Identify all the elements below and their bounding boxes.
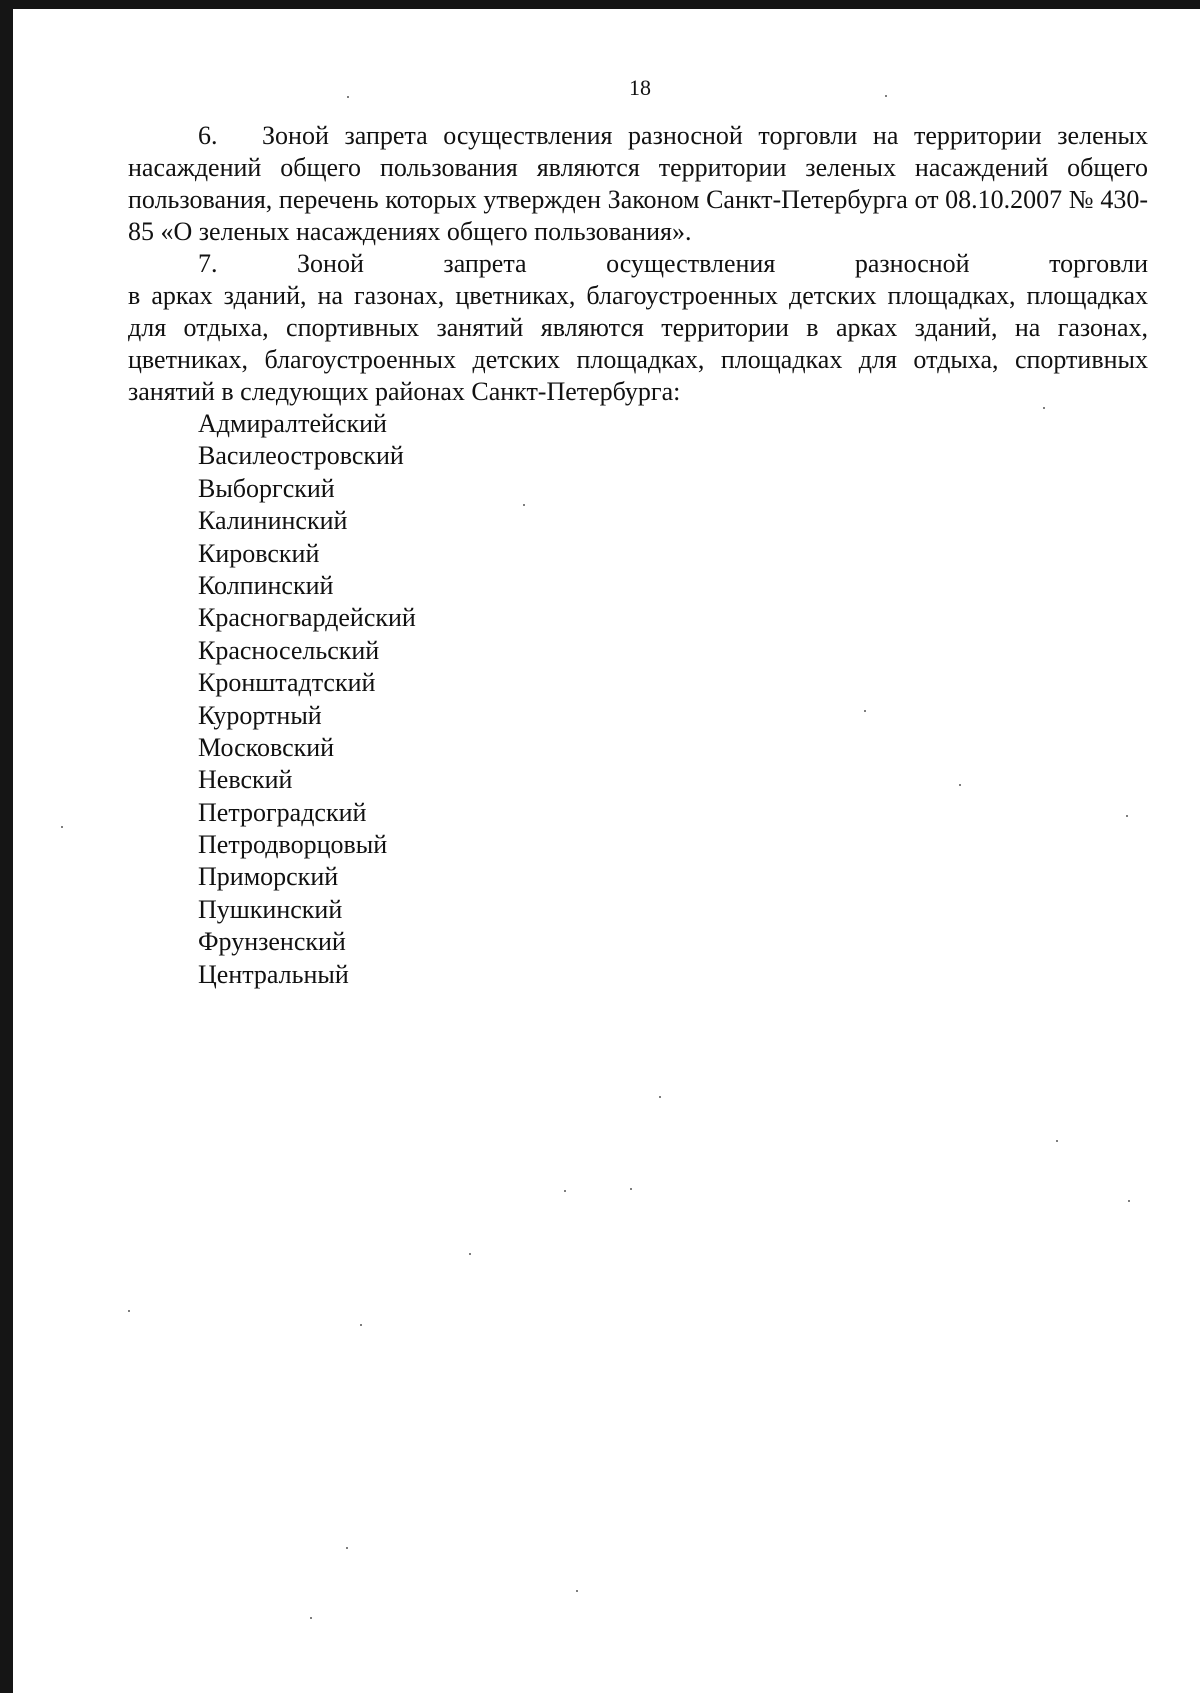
paragraph-7-word: разносной bbox=[854, 249, 970, 278]
district-item: Приморский bbox=[198, 862, 339, 892]
document-body bbox=[128, 120, 1148, 991]
district-item: Василеостровский bbox=[198, 441, 404, 471]
scan-speck bbox=[347, 96, 349, 98]
district-item: Адмиралтейский bbox=[198, 409, 387, 438]
paragraph-6-text: Зоной запрета осуществления разносной торговли на территории зеленых насаждений общего пользования являются территории зеленых насаждений общего пользования, перечень которых утвержден Законом Санкт-Петербурга от 08.10.2007 № 430-85 «О зеленых насаждениях общего пользования». bbox=[128, 121, 1148, 246]
district-item: Курортный bbox=[198, 700, 322, 730]
scan-speck bbox=[864, 710, 866, 712]
paragraph-7-word: запрета bbox=[443, 249, 527, 278]
district-list bbox=[128, 408, 1148, 991]
scan-speck bbox=[885, 95, 887, 97]
scan-speck bbox=[659, 1096, 661, 1098]
paragraph-6-number: 6. bbox=[198, 121, 218, 150]
paragraph-7-word: Зоной bbox=[297, 249, 364, 278]
paragraph-7-word: торговли bbox=[1049, 249, 1148, 278]
district-item: Красногвардейский bbox=[198, 603, 416, 633]
scan-speck bbox=[128, 1310, 130, 1312]
paragraph-7-first-line bbox=[128, 248, 1148, 280]
scan-speck bbox=[61, 826, 63, 828]
paragraph-6 bbox=[128, 120, 1148, 248]
paragraph-7-word: осуществления bbox=[606, 249, 776, 278]
scan-speck bbox=[564, 1190, 566, 1192]
paragraph-7-number: 7. bbox=[198, 249, 218, 278]
district-item: Невский bbox=[198, 765, 293, 795]
scan-speck bbox=[1043, 407, 1045, 409]
scan-speck bbox=[469, 1253, 471, 1255]
page-number: 18 bbox=[629, 75, 651, 100]
district-item: Кронштадтский bbox=[198, 668, 376, 698]
district-item: Выборгский bbox=[198, 473, 335, 503]
district-item: Красносельский bbox=[198, 635, 380, 665]
scan-speck bbox=[1056, 1140, 1058, 1142]
scan-speck bbox=[346, 1547, 348, 1549]
district-item: Московский bbox=[198, 732, 335, 762]
paragraph-7 bbox=[128, 248, 1148, 408]
scan-speck bbox=[1126, 815, 1128, 817]
district-item: Петродворцовый bbox=[198, 830, 388, 860]
scan-speck bbox=[576, 1590, 578, 1592]
district-item: Колпинский bbox=[198, 570, 334, 600]
district-item: Пушкинский bbox=[198, 894, 343, 924]
district-item: Центральный bbox=[198, 959, 349, 989]
scan-speck bbox=[1128, 1200, 1130, 1202]
district-item: Калининский bbox=[198, 506, 348, 536]
scan-speck bbox=[630, 1188, 632, 1190]
scan-speck bbox=[310, 1617, 312, 1619]
district-item: Фрунзенский bbox=[198, 927, 346, 957]
scan-border-top bbox=[0, 0, 1200, 9]
scan-border-left bbox=[0, 0, 13, 1693]
district-item: Петроградский bbox=[198, 797, 367, 827]
scan-speck bbox=[959, 784, 961, 786]
district-item: Кировский bbox=[198, 538, 320, 568]
scan-speck bbox=[360, 1324, 362, 1326]
scan-speck bbox=[523, 504, 525, 506]
paragraph-7-text: в арках зданий, на газонах, цветниках, благоустроенных детских площадках, площадках для отдыха, спортивных занятий являются территории в арках зданий, на газонах, цветниках, благоустроенных детских площадках, площадках для отдыха, спортивных занятий в следующих районах Санкт-Петербурга: bbox=[128, 281, 1148, 406]
